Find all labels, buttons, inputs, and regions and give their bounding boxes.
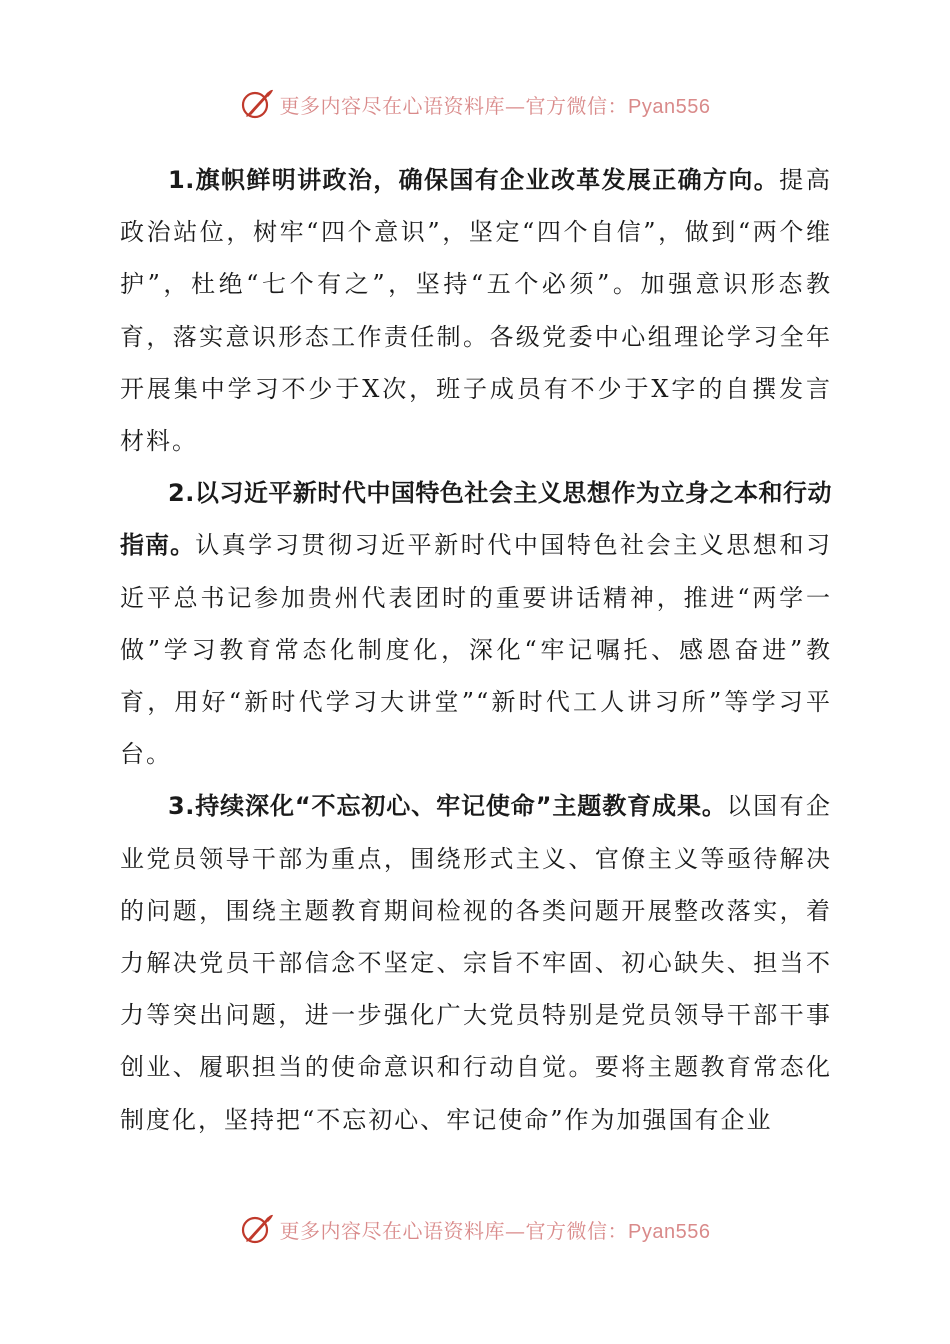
quill-pen-circle-icon [240,1212,274,1246]
paragraph-3 [120,780,832,1145]
watermark-wechat-id: Pyan556 [628,1220,711,1243]
paragraph-2 [120,467,832,780]
document-body [120,154,832,1146]
paragraph-1-heading: 1.旗帜鲜明讲政治，确保国有企业改革发展正确方向。 [168,166,780,194]
paragraph-3-heading: 3.持续深化“不忘初心、牢记使命”主题教育成果。 [168,792,727,821]
paragraph-3-text: 以国有企业党员领导干部为重点，围绕形式主义、官僚主义等亟待解决的问题，围绕主题教育期间检视的各类问题开展整改落实，着力解决党员干部信念不坚定、宗旨不牢固、初心缺失、担当不力等突出问题，进一步强化广大党员特别是党员领导干部干事创业、履职担当的使命意识和行动自觉。要将主题教育常态化制度化，坚持把“不忘初心、牢记使命”作为加强国有企业 [120,792,832,1134]
header-watermark [0,82,950,126]
paragraph-1 [120,154,832,467]
paragraph-2-text: 认真学习贯彻习近平新时代中国特色社会主义思想和习近平总书记参加贵州代表团时的重要讲话精神，推进“两学一做”学习教育常态化制度化，深化“牢记嘱托、感恩奋进”教育，用好“新时代学习大讲堂”“新时代工人讲习所”等学习平台。 [120,531,833,769]
paragraph-1-text: 提高政治站位，树牢“四个意识”，坚定“四个自信”，做到“两个维护”，杜绝“七个有之”，坚持“五个必须”。加强意识形态教育，落实意识形态工作责任制。各级党委中心组理论学习全年开展集中学习不少于X次，班子成员有不少于X字的自撰发言材料。 [120,166,832,456]
watermark-wechat-id: Pyan556 [628,95,711,118]
watermark-text: 更多内容尽在心语资料库—官方微信：Pyan556 [279,93,711,118]
watermark-text: 更多内容尽在心语资料库—官方微信：Pyan556 [279,1218,711,1243]
paragraph-2-heading: 2.以习近平新时代中国特色社会主义思想作为立身之本和行动指南。 [120,479,832,560]
quill-pen-circle-icon [240,87,274,121]
footer-watermark [0,1207,950,1251]
